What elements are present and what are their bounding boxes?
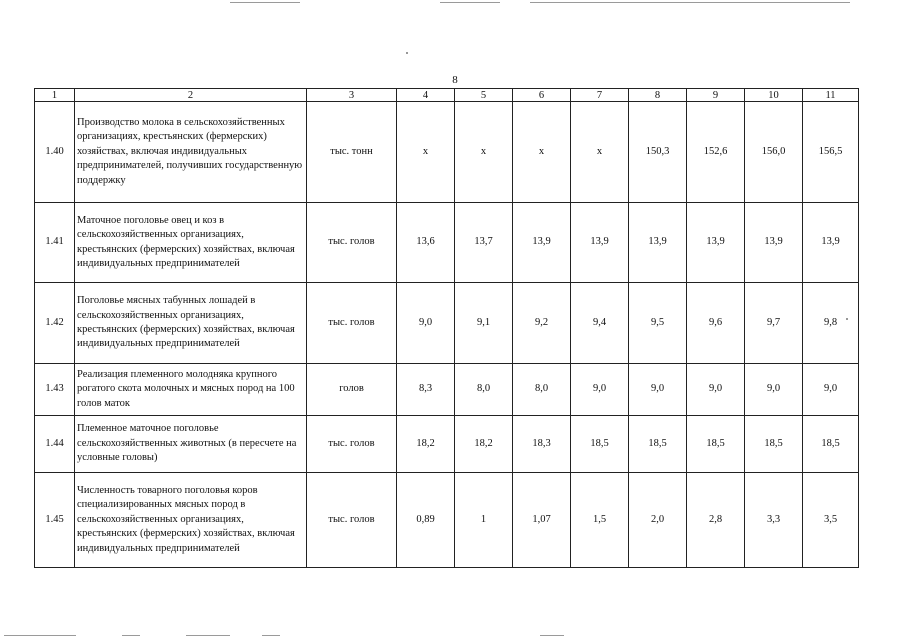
value-cell: 18,2 — [455, 416, 513, 473]
value-cell: 13,9 — [513, 203, 571, 283]
column-header: 3 — [307, 89, 397, 102]
value-cell: 2,0 — [629, 473, 687, 568]
unit-cell: голов — [307, 364, 397, 416]
value-cell: 9,0 — [397, 283, 455, 364]
value-cell: 18,5 — [745, 416, 803, 473]
value-cell: 13,6 — [397, 203, 455, 283]
scan-artifact-line — [230, 2, 300, 3]
value-cell: 13,9 — [745, 203, 803, 283]
scan-artifact-line — [4, 635, 76, 636]
value-cell: 9,1 — [455, 283, 513, 364]
value-cell: 3,3 — [745, 473, 803, 568]
value-cell: 9,0 — [745, 364, 803, 416]
scan-artifact-line — [440, 2, 500, 3]
value-cell: 9,0 — [687, 364, 745, 416]
value-cell: 18,2 — [397, 416, 455, 473]
column-header: 2 — [75, 89, 307, 102]
indicator-name: Производство молока в сельскохозяйственных организациях, крестьянских (фермерских) хозяйствах, включая индивидуальных предпринимателей, получивших государственную поддержку — [75, 102, 307, 203]
value-cell: 8,3 — [397, 364, 455, 416]
data-table — [34, 88, 859, 568]
indicator-name: Реализация племенного молодняка крупного рогатого скота молочных и мясных пород на 100 голов маток — [75, 364, 307, 416]
value-cell: 18,5 — [803, 416, 859, 473]
value-cell: 150,3 — [629, 102, 687, 203]
value-cell: 18,5 — [629, 416, 687, 473]
column-header: 11 — [803, 89, 859, 102]
column-number-row — [35, 89, 859, 102]
unit-cell: тыс. тонн — [307, 102, 397, 203]
row-number: 1.43 — [35, 364, 75, 416]
value-cell: 152,6 — [687, 102, 745, 203]
value-cell: х — [571, 102, 629, 203]
table-row — [35, 473, 859, 568]
value-cell: 2,8 — [687, 473, 745, 568]
column-header: 4 — [397, 89, 455, 102]
value-cell: 1,5 — [571, 473, 629, 568]
row-number: 1.44 — [35, 416, 75, 473]
value-cell: 1 — [455, 473, 513, 568]
value-cell: 3,5 — [803, 473, 859, 568]
value-cell: 9,8 — [803, 283, 859, 364]
column-header: 6 — [513, 89, 571, 102]
column-header: 7 — [571, 89, 629, 102]
row-number: 1.45 — [35, 473, 75, 568]
value-cell: 18,5 — [687, 416, 745, 473]
row-number: 1.41 — [35, 203, 75, 283]
value-cell: 13,9 — [571, 203, 629, 283]
indicator-name: Поголовье мясных табунных лошадей в сельскохозяйственных организациях, крестьянских (фермерских) хозяйствах, включая индивидуальных предпринимателей — [75, 283, 307, 364]
value-cell: 9,7 — [745, 283, 803, 364]
scan-artifact-line — [122, 635, 140, 636]
value-cell: 8,0 — [455, 364, 513, 416]
value-cell: 13,9 — [803, 203, 859, 283]
scan-artifact-line — [262, 635, 280, 636]
column-header: 1 — [35, 89, 75, 102]
table-row — [35, 102, 859, 203]
value-cell: 156,5 — [803, 102, 859, 203]
scan-artifact-line — [540, 635, 564, 636]
indicator-name: Численность товарного поголовья коров специализированных мясных пород в сельскохозяйственных организациях, крестьянских (фермерских) хозяйствах, включая индивидуальных предпринимателей — [75, 473, 307, 568]
value-cell: 9,5 — [629, 283, 687, 364]
scan-speck — [406, 52, 408, 54]
value-cell: 13,9 — [629, 203, 687, 283]
value-cell: 9,4 — [571, 283, 629, 364]
value-cell: 13,7 — [455, 203, 513, 283]
value-cell: х — [455, 102, 513, 203]
indicator-name: Маточное поголовье овец и коз в сельскохозяйственных организациях, крестьянских (фермерских) хозяйствах, включая индивидуальных предпринимателей — [75, 203, 307, 283]
value-cell: 9,6 — [687, 283, 745, 364]
value-cell: 18,5 — [571, 416, 629, 473]
value-cell: 18,3 — [513, 416, 571, 473]
value-cell: х — [513, 102, 571, 203]
unit-cell: тыс. голов — [307, 283, 397, 364]
row-number: 1.40 — [35, 102, 75, 203]
column-header: 9 — [687, 89, 745, 102]
value-cell: 9,0 — [803, 364, 859, 416]
table-row — [35, 203, 859, 283]
row-number: 1.42 — [35, 283, 75, 364]
value-cell: 13,9 — [687, 203, 745, 283]
column-header: 8 — [629, 89, 687, 102]
value-cell: х — [397, 102, 455, 203]
value-cell: 9,0 — [571, 364, 629, 416]
value-cell: 0,89 — [397, 473, 455, 568]
scan-artifact-line — [186, 635, 230, 636]
page-number: 8 — [452, 74, 458, 86]
indicator-name: Племенное маточное поголовье сельскохозяйственных животных (в пересчете на условные головы) — [75, 416, 307, 473]
value-cell: 156,0 — [745, 102, 803, 203]
unit-cell: тыс. голов — [307, 203, 397, 283]
scan-artifact-line — [530, 2, 850, 3]
unit-cell: тыс. голов — [307, 416, 397, 473]
column-header: 5 — [455, 89, 513, 102]
value-cell: 8,0 — [513, 364, 571, 416]
column-header: 10 — [745, 89, 803, 102]
table-row — [35, 283, 859, 364]
value-cell: 9,2 — [513, 283, 571, 364]
table-row — [35, 364, 859, 416]
value-cell: 9,0 — [629, 364, 687, 416]
unit-cell: тыс. голов — [307, 473, 397, 568]
table-row — [35, 416, 859, 473]
value-cell: 1,07 — [513, 473, 571, 568]
